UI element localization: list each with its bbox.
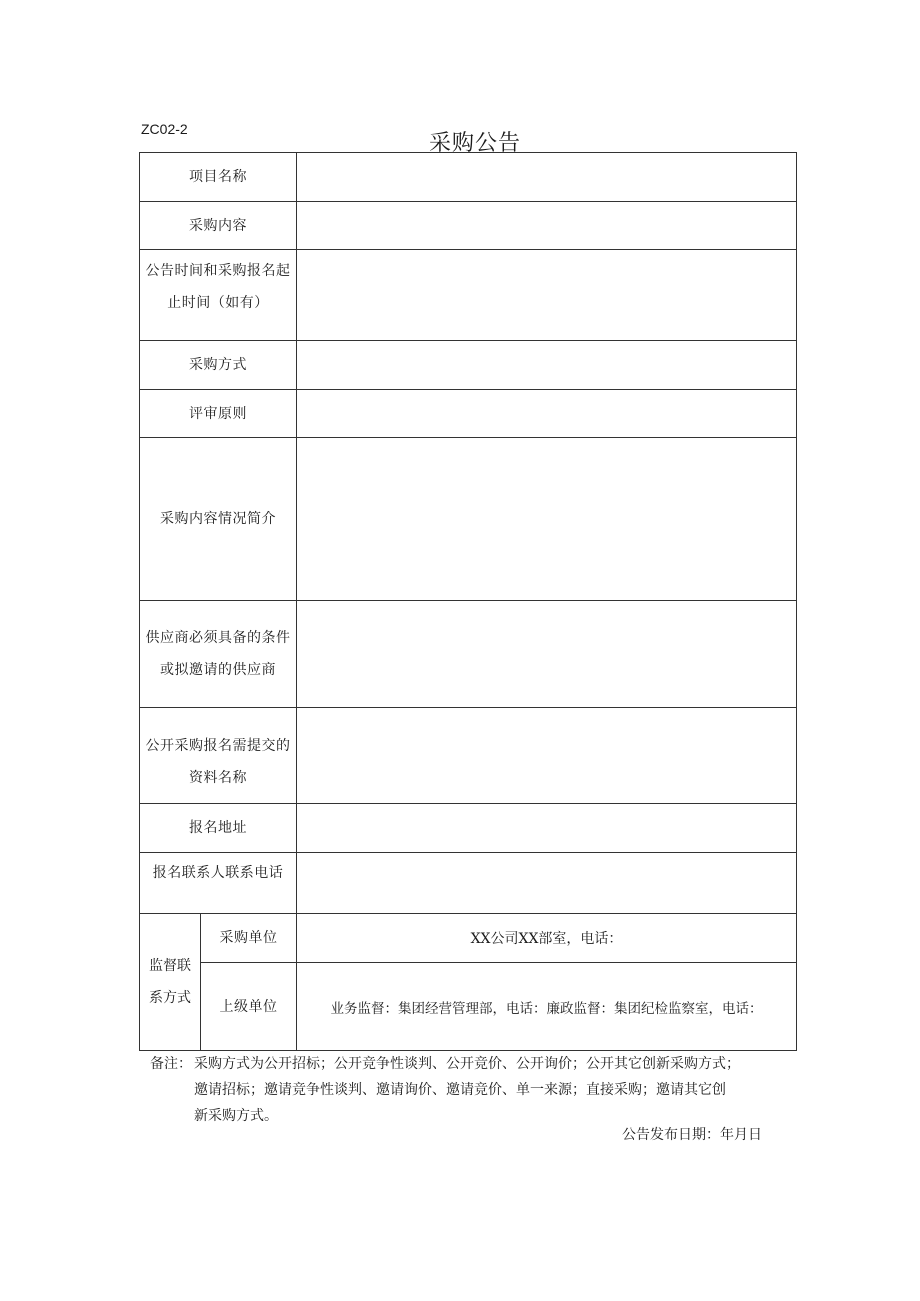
- remarks-line-2: 邀请招标；邀请竞争性谈判、邀请询价、邀请竞价、单一来源；直接采购；邀请其它创: [194, 1082, 726, 1098]
- field-registration-address[interactable]: [297, 804, 797, 853]
- label-supervision-contact-line1: 监督联: [149, 958, 191, 974]
- row-superior-unit: [140, 963, 797, 1051]
- announcement-form-table: [139, 152, 797, 1051]
- label-supervision-contact: [140, 914, 201, 1051]
- document-title: 采购公告: [428, 131, 521, 156]
- field-announcement-time[interactable]: [297, 250, 797, 341]
- row-announcement-time: [140, 250, 797, 341]
- field-purchasing-unit[interactable]: XX公司XX部室，电话：: [297, 914, 797, 963]
- label-required-materials-line2: 资料名称: [189, 770, 247, 786]
- label-purchasing-unit: 采购单位: [201, 914, 297, 963]
- row-review-principle: [140, 390, 797, 438]
- remarks-heading: 备注：: [150, 1056, 192, 1072]
- row-registration-contact: [140, 853, 797, 914]
- remarks-line-1: 采购方式为公开招标；公开竞争性谈判、公开竞价、公开询价；公开其它创新采购方式；: [194, 1056, 740, 1072]
- row-purchase-method: [140, 341, 797, 390]
- remarks: [150, 1051, 790, 1129]
- label-supplier-conditions-line2: 或拟邀请的供应商: [160, 662, 276, 678]
- row-registration-address: [140, 804, 797, 853]
- label-registration-contact: 报名联系人联系电话: [140, 853, 297, 914]
- label-purchase-content: 采购内容: [140, 202, 297, 250]
- remarks-line-3: 新采购方式。: [194, 1108, 278, 1124]
- field-purchase-method[interactable]: [297, 341, 797, 390]
- label-required-materials-line1: 公开采购报名需提交的: [145, 738, 291, 754]
- row-purchase-content: [140, 202, 797, 250]
- label-announcement-time-line2: 止时间（如有）: [167, 295, 269, 311]
- label-supplier-conditions: [140, 601, 297, 708]
- row-project-name: [140, 153, 797, 202]
- row-supplier-conditions: [140, 601, 797, 708]
- label-superior-unit: 上级单位: [201, 963, 297, 1051]
- label-project-name: 项目名称: [140, 153, 297, 202]
- label-supplier-conditions-line1: 供应商必须具备的条件: [145, 630, 291, 646]
- field-supplier-conditions[interactable]: [297, 601, 797, 708]
- label-announcement-time-line1: 公告时间和采购报名起: [145, 263, 291, 279]
- field-purchase-content[interactable]: [297, 202, 797, 250]
- label-review-principle: 评审原则: [140, 390, 297, 438]
- label-supervision-contact-line2: 系方式: [149, 990, 191, 1006]
- label-registration-address: 报名地址: [140, 804, 297, 853]
- field-required-materials[interactable]: [297, 708, 797, 804]
- publish-date: 公告发布日期：年月日: [622, 1127, 762, 1143]
- field-registration-contact[interactable]: [297, 853, 797, 914]
- row-required-materials: [140, 708, 797, 804]
- label-announcement-time: [140, 250, 297, 341]
- field-review-principle[interactable]: [297, 390, 797, 438]
- document-code: ZC02-2: [141, 121, 188, 137]
- label-required-materials: [140, 708, 297, 804]
- field-content-intro[interactable]: [297, 438, 797, 601]
- field-superior-unit[interactable]: 业务监督：集团经营管理部，电话：廉政监督：集团纪检监察室，电话：: [297, 963, 797, 1051]
- row-purchasing-unit: [140, 914, 797, 963]
- label-content-intro: 采购内容情况简介: [140, 438, 297, 601]
- label-purchase-method: 采购方式: [140, 341, 297, 390]
- row-content-intro: [140, 438, 797, 601]
- field-project-name[interactable]: [297, 153, 797, 202]
